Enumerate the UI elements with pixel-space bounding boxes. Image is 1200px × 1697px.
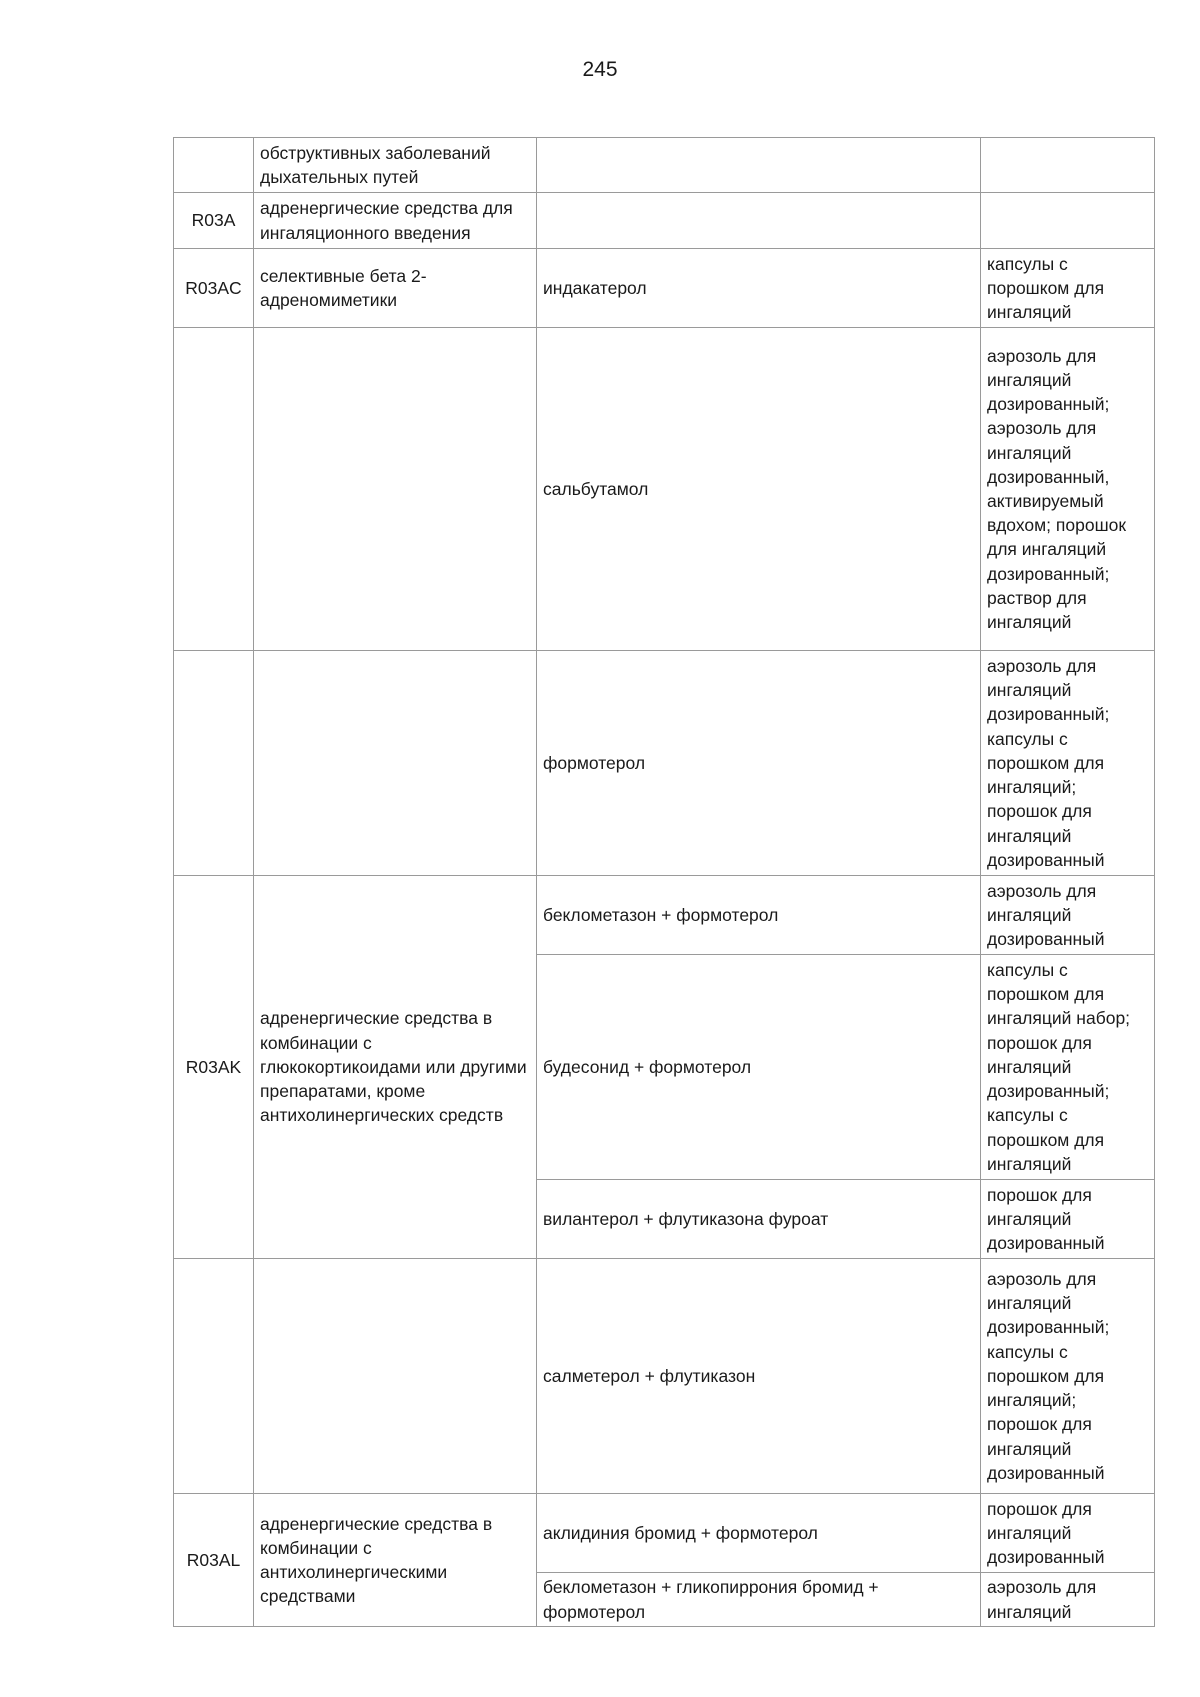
dosage-form-cell: порошок для ингаляций дозированный bbox=[981, 1494, 1155, 1573]
page-number: 245 bbox=[582, 58, 618, 81]
table-row bbox=[174, 193, 1155, 249]
substance-cell: будесонид + формотерол bbox=[537, 955, 981, 1180]
table-row bbox=[174, 138, 1155, 193]
substance-cell: салметерол + флутиказон bbox=[537, 1259, 981, 1494]
dosage-form-cell: аэрозоль для ингаляций дозированный; аэрозоль для ингаляций дозированный, активируемый вдохом; порошок для ингаляций дозированный; раствор для ингаляций bbox=[981, 328, 1155, 651]
group-cell: адренергические средства в комбинации с антихолинергическими средствами bbox=[254, 1494, 537, 1627]
dosage-form-cell: аэрозоль для ингаляций дозированный bbox=[981, 876, 1155, 955]
group-cell: адренергические средства для ингаляционного введения bbox=[254, 193, 537, 249]
dosage-form-cell: аэрозоль для ингаляций дозированный; капсулы с порошком для ингаляций; порошок для ингаляций дозированный bbox=[981, 1259, 1155, 1494]
atc-code-cell: R03AK bbox=[174, 876, 254, 1259]
table-row bbox=[174, 876, 1155, 955]
substance-cell: беклометазон + формотерол bbox=[537, 876, 981, 955]
table-row bbox=[174, 651, 1155, 876]
group-cell: селективные бета 2-адреномиметики bbox=[254, 249, 537, 328]
group-cell bbox=[254, 328, 537, 651]
group-cell: обструктивных заболеваний дыхательных путей bbox=[254, 138, 537, 193]
dosage-form-cell: аэрозоль для ингаляций bbox=[981, 1573, 1155, 1627]
group-cell: адренергические средства в комбинации с глюкокортикоидами или другими препаратами, кроме антихолинергических средств bbox=[254, 876, 537, 1259]
substance-cell: сальбутамол bbox=[537, 328, 981, 651]
dosage-form-cell bbox=[981, 138, 1155, 193]
atc-code-cell bbox=[174, 328, 254, 651]
substance-cell: беклометазон + гликопиррония бромид + формотерол bbox=[537, 1573, 981, 1627]
dosage-form-cell: порошок для ингаляций дозированный bbox=[981, 1180, 1155, 1259]
substance-cell: вилантерол + флутиказона фуроат bbox=[537, 1180, 981, 1259]
dosage-form-cell: капсулы с порошком для ингаляций bbox=[981, 249, 1155, 328]
dosage-form-cell: аэрозоль для ингаляций дозированный; капсулы с порошком для ингаляций; порошок для ингаляций дозированный bbox=[981, 651, 1155, 876]
atc-code-cell: R03AL bbox=[174, 1494, 254, 1627]
substance-cell: формотерол bbox=[537, 651, 981, 876]
atc-code-cell bbox=[174, 651, 254, 876]
group-cell bbox=[254, 651, 537, 876]
substance-cell: аклидиния бромид + формотерол bbox=[537, 1494, 981, 1573]
atc-code-cell: R03A bbox=[174, 193, 254, 249]
group-cell bbox=[254, 1259, 537, 1494]
atc-code-cell bbox=[174, 1259, 254, 1494]
dosage-form-cell: капсулы с порошком для ингаляций набор; порошок для ингаляций дозированный; капсулы с порошком для ингаляций bbox=[981, 955, 1155, 1180]
atc-code-cell bbox=[174, 138, 254, 193]
atc-code-cell: R03AC bbox=[174, 249, 254, 328]
substance-cell bbox=[537, 193, 981, 249]
drug-table bbox=[173, 137, 1155, 1627]
substance-cell: индакатерол bbox=[537, 249, 981, 328]
table-row bbox=[174, 1494, 1155, 1573]
table-row bbox=[174, 249, 1155, 328]
substance-cell bbox=[537, 138, 981, 193]
dosage-form-cell bbox=[981, 193, 1155, 249]
table-row bbox=[174, 328, 1155, 651]
table-row bbox=[174, 1259, 1155, 1494]
